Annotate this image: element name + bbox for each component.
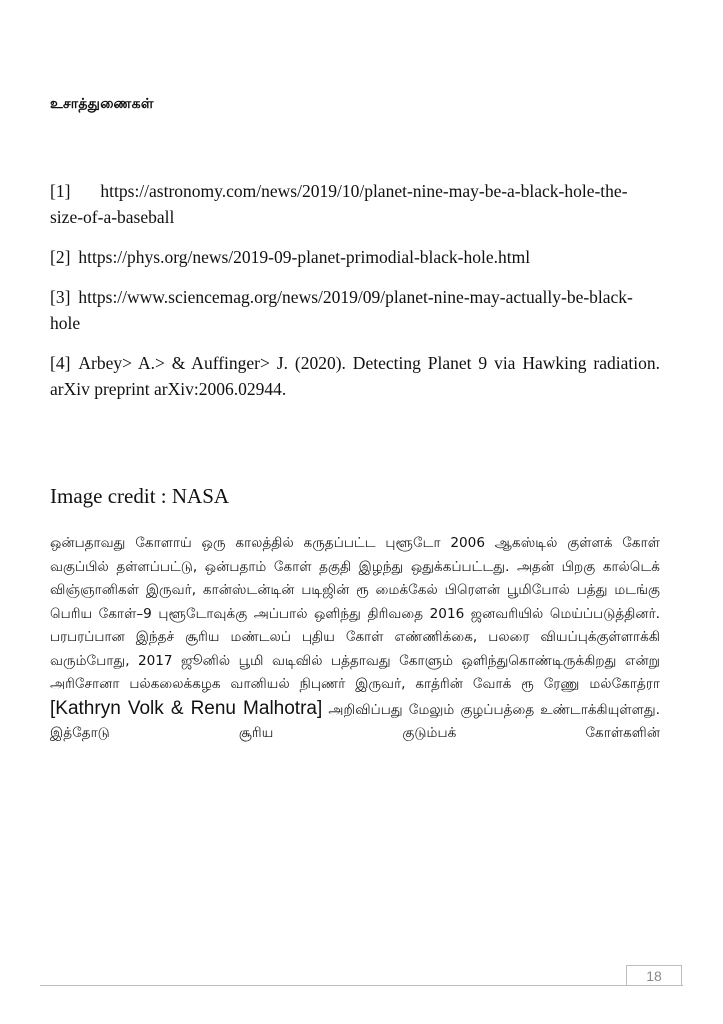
body-paragraph bbox=[50, 532, 660, 746]
reference-number: [3] bbox=[50, 287, 71, 307]
image-credit: Image credit : NASA bbox=[50, 484, 230, 508]
reference-text: Arbey> A.> & Auffinger> J. (2020). Detecting Planet 9 via Hawking radiation. arXiv preprint arXiv:2006.02944. bbox=[50, 353, 660, 399]
page-number: 18 bbox=[626, 965, 682, 985]
reference-text: https://phys.org/news/2019-09-planet-primodial-black-hole.html bbox=[78, 247, 531, 267]
reference-item bbox=[50, 350, 660, 402]
reference-text: https://www.sciencemag.org/news/2019/09/planet-nine-may-actually-be-black-hole bbox=[50, 287, 633, 333]
paragraph-text bbox=[50, 532, 660, 746]
reference-text: https://astronomy.com/news/2019/10/planet-nine-may-be-a-black-hole-the-size-of-a-baseball bbox=[50, 181, 628, 227]
reference-item bbox=[50, 284, 660, 336]
reference-number: [4] bbox=[50, 353, 71, 373]
reference-number: [2] bbox=[50, 247, 71, 267]
references-heading: உசாத்துணைகள் bbox=[50, 96, 154, 112]
footer-divider bbox=[40, 985, 683, 986]
references-list bbox=[50, 178, 660, 416]
reference-item bbox=[50, 178, 660, 230]
paragraph-latin-names: [Kathryn Volk & Renu Malhotra] bbox=[50, 697, 323, 719]
paragraph-part-2: அறிவிப்பது மேலும் குழப்பத்தை உண்டாக்கியுள்ளது. இத்தோடு சூரிய குடும்பக் கோள்களின் bbox=[50, 701, 660, 741]
paragraph-part-1: ஒன்பதாவது கோளாய் ஒரு காலத்தில் கருதப்பட்ட புளூடோ 2006 ஆகஸ்டில் குள்ளக் கோள் வகுப்பில் தள்ளப்பட்டு, ஒன்பதாம் கோள் தகுதி இழந்து ஒதுக்கப்பட்டது. அதன் பிறகு கால்டெக் விஞ்ஞானிகள் இருவர், கான்ஸ்டன்டின் படிஜின் ரூ மைக்கேல் பிரௌன் பூமிபோல் பத்து மடங்கு பெரிய கோள்–9 புளூடோவுக்கு அப்பால் ஒளிந்து திரிவதை 2016 ஜனவரியில் மெய்ப்படுத்தினர். பரபரப்பான இந்தச் சூரிய மண்டலப் புதிய கோள் எண்ணிக்கை, பலரை வியப்புக்குள்ளாக்கி வரும்போது, 2017 ஜூனில் பூமி வடிவில் பத்தாவது கோளும் ஒளிந்துகொண்டிருக்கிறது என்று அரிசோனா பல்கலைக்கழக வானியல் நிபுணர் இருவர், காத்ரின் வோக் ரூ ரேணு மல்கோத்ரா bbox=[50, 535, 660, 692]
reference-item bbox=[50, 244, 660, 270]
reference-number: [1] bbox=[50, 181, 71, 201]
